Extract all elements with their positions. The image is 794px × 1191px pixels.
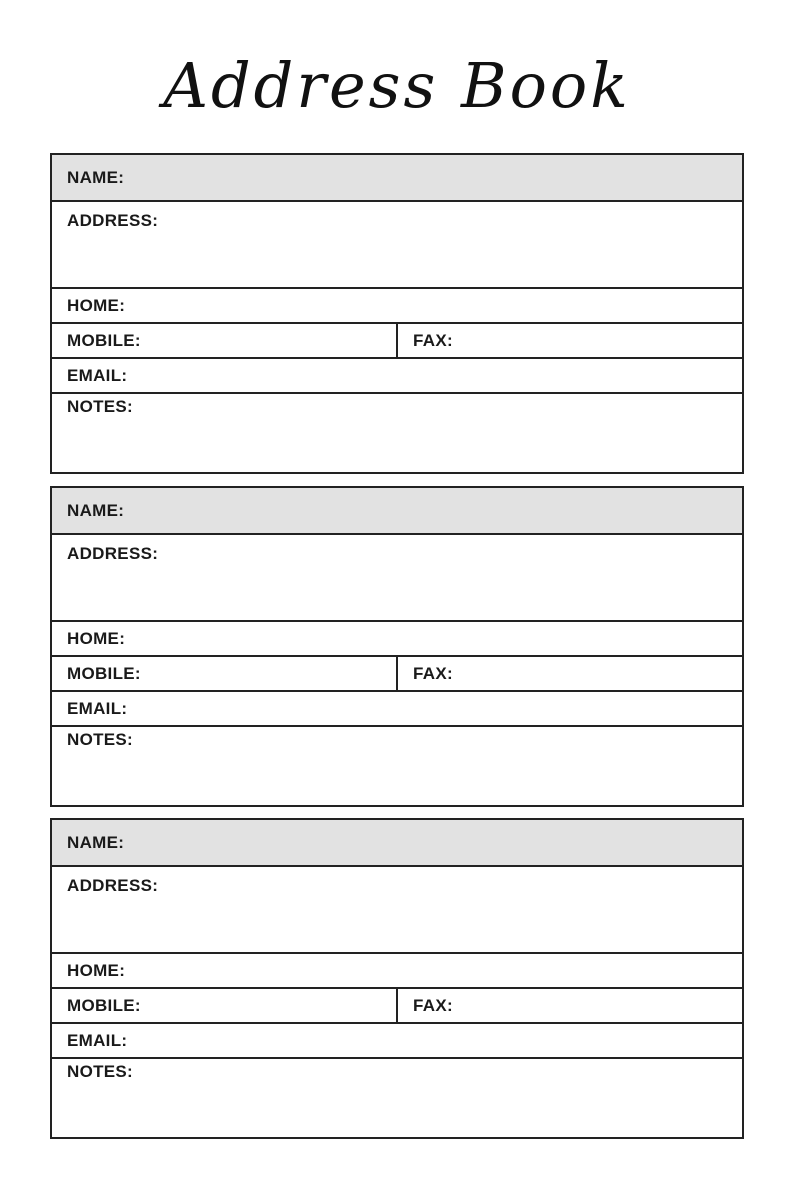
mobile-fax-row bbox=[52, 989, 742, 1024]
address-entry-3 bbox=[50, 818, 744, 1139]
home-row[interactable] bbox=[52, 954, 742, 989]
notes-row[interactable] bbox=[52, 1059, 742, 1137]
fax-label: FAX: bbox=[413, 664, 453, 683]
address-row[interactable] bbox=[52, 202, 742, 289]
address-entry-1 bbox=[50, 153, 744, 474]
notes-label: NOTES: bbox=[67, 397, 134, 416]
address-row[interactable] bbox=[52, 535, 742, 622]
page-title: Address Book bbox=[163, 49, 631, 122]
mobile-label: MOBILE: bbox=[67, 331, 141, 350]
fax-label: FAX: bbox=[413, 331, 453, 350]
name-label: NAME: bbox=[67, 501, 125, 520]
fax-label: FAX: bbox=[413, 996, 453, 1015]
notes-label: NOTES: bbox=[67, 730, 134, 749]
email-row[interactable] bbox=[52, 1024, 742, 1059]
address-entry-2 bbox=[50, 486, 744, 807]
email-label: EMAIL: bbox=[67, 366, 128, 385]
address-row[interactable] bbox=[52, 867, 742, 954]
notes-row[interactable] bbox=[52, 727, 742, 805]
home-row[interactable] bbox=[52, 289, 742, 324]
address-label: ADDRESS: bbox=[67, 544, 159, 563]
email-label: EMAIL: bbox=[67, 699, 128, 718]
fax-cell[interactable] bbox=[398, 324, 742, 357]
home-row[interactable] bbox=[52, 622, 742, 657]
mobile-cell[interactable] bbox=[52, 989, 398, 1022]
address-label: ADDRESS: bbox=[67, 211, 159, 230]
email-row[interactable] bbox=[52, 359, 742, 394]
notes-row[interactable] bbox=[52, 394, 742, 472]
mobile-cell[interactable] bbox=[52, 657, 398, 690]
name-row[interactable] bbox=[52, 155, 742, 202]
mobile-label: MOBILE: bbox=[67, 664, 141, 683]
fax-cell[interactable] bbox=[398, 657, 742, 690]
home-label: HOME: bbox=[67, 961, 126, 980]
mobile-cell[interactable] bbox=[52, 324, 398, 357]
mobile-label: MOBILE: bbox=[67, 996, 141, 1015]
mobile-fax-row bbox=[52, 657, 742, 692]
name-row[interactable] bbox=[52, 820, 742, 867]
home-label: HOME: bbox=[67, 629, 126, 648]
email-row[interactable] bbox=[52, 692, 742, 727]
email-label: EMAIL: bbox=[67, 1031, 128, 1050]
notes-label: NOTES: bbox=[67, 1062, 134, 1081]
mobile-fax-row bbox=[52, 324, 742, 359]
name-row[interactable] bbox=[52, 488, 742, 535]
address-label: ADDRESS: bbox=[67, 876, 159, 895]
name-label: NAME: bbox=[67, 168, 125, 187]
home-label: HOME: bbox=[67, 296, 126, 315]
name-label: NAME: bbox=[67, 833, 125, 852]
fax-cell[interactable] bbox=[398, 989, 742, 1022]
